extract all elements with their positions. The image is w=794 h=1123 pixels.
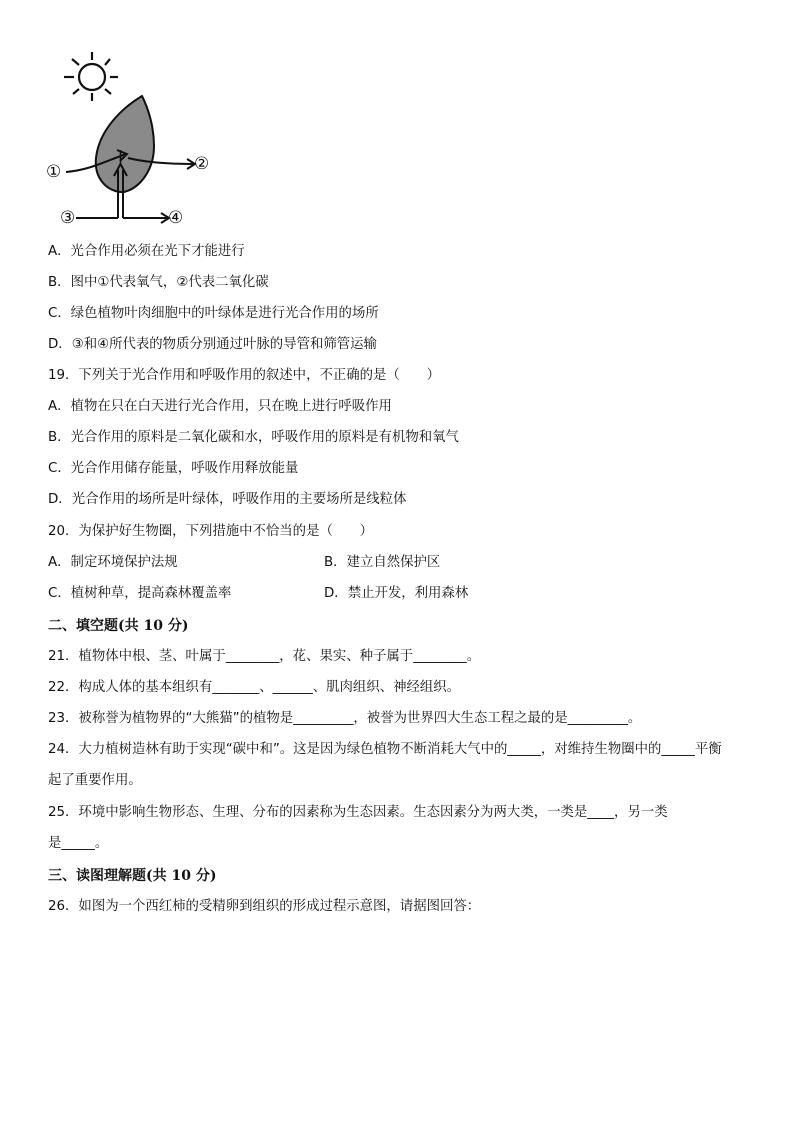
q23: 23．被称誉为植物界的“大熊猫”的植物是_________，被誉为世界四大生态工程之最的是_________。 bbox=[48, 711, 642, 726]
q18-option-b: B．图中①代表氧气，②代表二氧化碳 bbox=[48, 275, 269, 290]
label-3: ③ bbox=[60, 208, 76, 228]
q20-option-d: D．禁止开发，利用森林 bbox=[324, 586, 469, 601]
q20-option-a: A．制定环境保护法规 bbox=[48, 555, 178, 570]
q19-option-c: C．光合作用储存能量，呼吸作用释放能量 bbox=[48, 461, 299, 476]
q21: 21．植物体中根、茎、叶属于________，花、果实、种子属于________。 bbox=[48, 649, 481, 664]
label-2: ② bbox=[194, 154, 210, 174]
q24-line-2: 起了重要作用。 bbox=[48, 773, 142, 788]
q19-option-b: B．光合作用的原料是二氧化碳和水，呼吸作用的原料是有机物和氧气 bbox=[48, 430, 459, 445]
q20-stem: 20．为保护好生物圈，下列措施中不恰当的是（ ） bbox=[48, 524, 374, 539]
leaf-icon bbox=[96, 96, 154, 192]
q25-line-1: 25．环境中影响生物形态、生理、分布的因素称为生态因素。生态因素分为两大类，一类是____，另一类 bbox=[48, 805, 668, 820]
q18-option-d: D．③和④所代表的物质分别通过叶脉的导管和筛管运输 bbox=[48, 337, 377, 352]
q19-option-a: A．植物在只在白天进行光合作用，只在晚上进行呼吸作用 bbox=[48, 399, 392, 414]
leaf-diagram bbox=[44, 50, 214, 230]
photosynthesis-figure bbox=[44, 50, 214, 230]
section-3-heading: 三、读图理解题(共 10 分) bbox=[48, 868, 217, 884]
q18-option-a: A．光合作用必须在光下才能进行 bbox=[48, 244, 245, 259]
q20-option-c: C．植树种草，提高森林覆盖率 bbox=[48, 586, 232, 601]
sun-icon bbox=[64, 52, 118, 101]
section-2-heading: 二、填空题(共 10 分) bbox=[48, 618, 189, 634]
q24-line-1: 24．大力植树造林有助于实现“碳中和”。这是因为绿色植物不断消耗大气中的_____，对维持生物圈中的_____平衡 bbox=[48, 742, 722, 757]
q20-row-2 bbox=[48, 585, 469, 603]
q19-option-d: D．光合作用的场所是叶绿体，呼吸作用的主要场所是线粒体 bbox=[48, 492, 407, 507]
q26: 26．如图为一个西红柿的受精卵到组织的形成过程示意图，请据图回答： bbox=[48, 899, 481, 914]
q19-stem: 19．下列关于光合作用和呼吸作用的叙述中，不正确的是（ ） bbox=[48, 368, 440, 383]
q20-row-1 bbox=[48, 554, 441, 572]
q20-option-b: B．建立自然保护区 bbox=[324, 555, 441, 570]
label-4: ④ bbox=[168, 208, 184, 228]
q22: 22．构成人体的基本组织有_______、______、肌肉组织、神经组织。 bbox=[48, 680, 461, 695]
q25-line-2: 是_____。 bbox=[48, 836, 109, 851]
q18-option-c: C．绿色植物叶肉细胞中的叶绿体是进行光合作用的场所 bbox=[48, 306, 379, 321]
label-1: ① bbox=[46, 162, 62, 182]
